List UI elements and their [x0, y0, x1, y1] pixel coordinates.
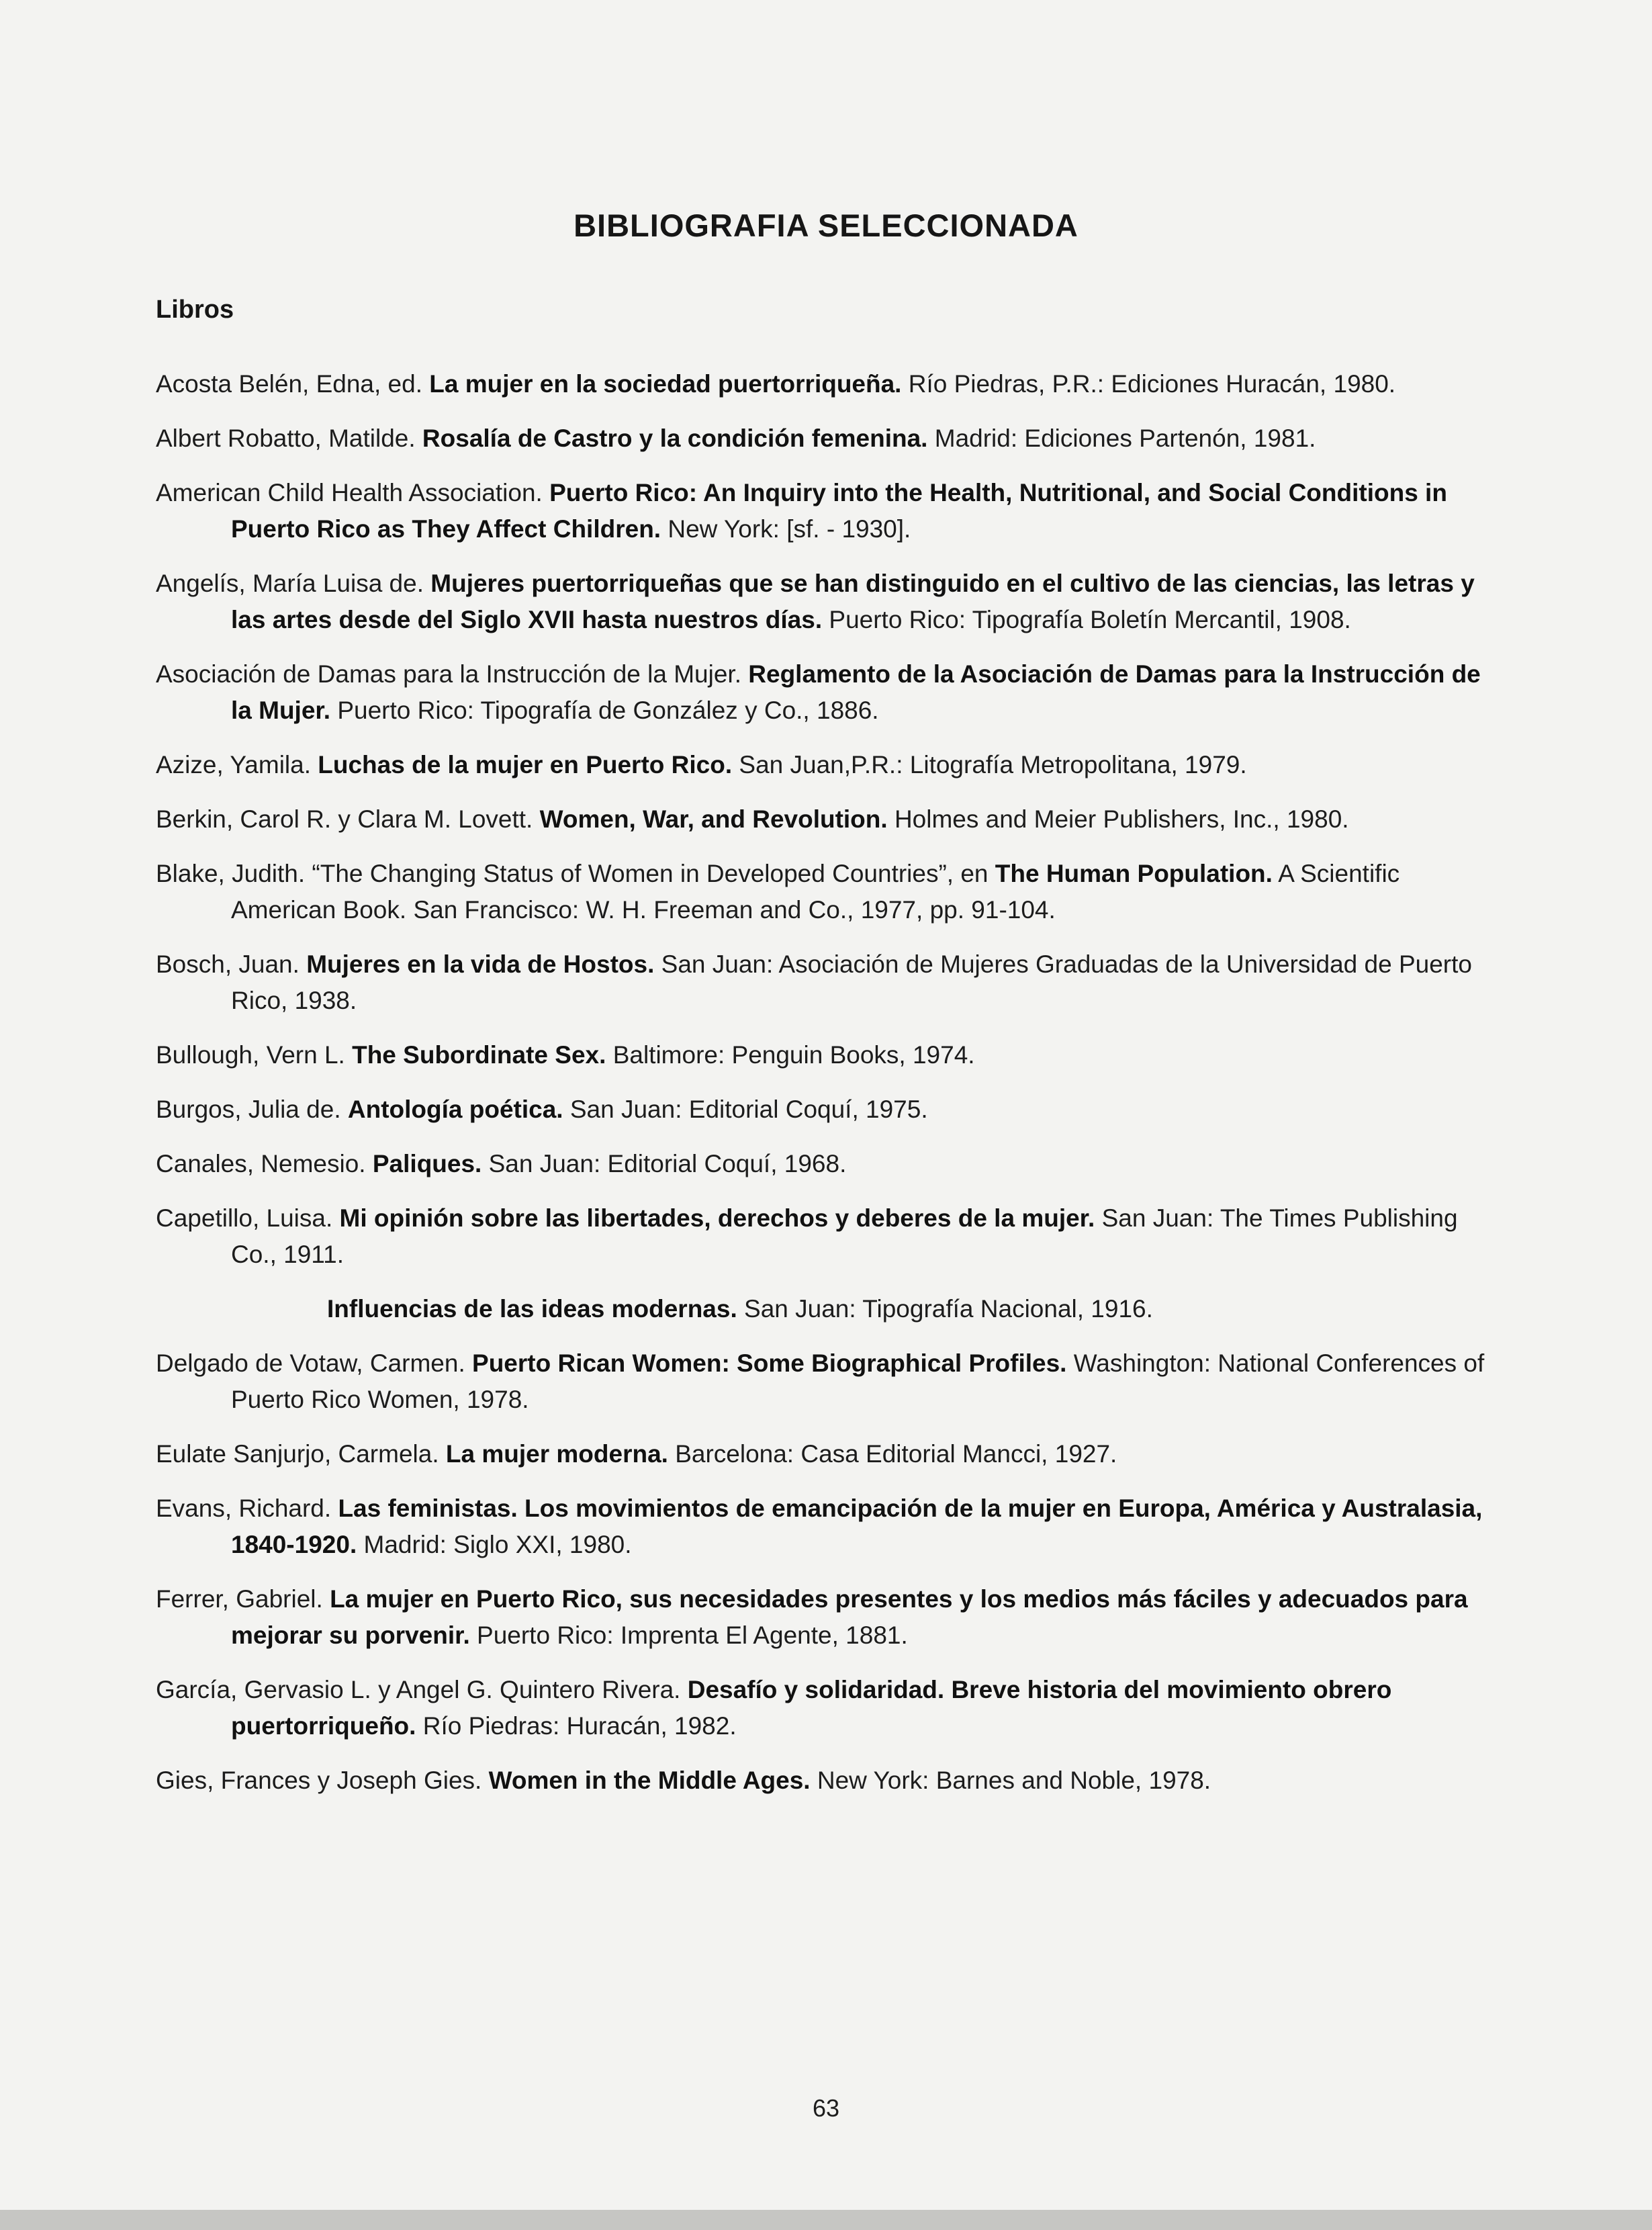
entry-title: Mi opinión sobre las libertades, derechos y deberes de la mujer.: [339, 1204, 1095, 1232]
entry-author: Blake, Judith. “The Changing Status of Women in Developed Countries”, en: [156, 860, 989, 887]
page-edge-shadow: [0, 2210, 1652, 2230]
bibliography-entry-continuation: [156, 1291, 1485, 1327]
bibliography-list: [156, 366, 1485, 1817]
bibliography-entry: [156, 747, 1485, 783]
entry-author: Gies, Frances y Joseph Gies.: [156, 1767, 482, 1794]
entry-title: Rosalía de Castro y la condición femenina.: [422, 425, 928, 452]
entry-publication: Río Piedras, P.R.: Ediciones Huracán, 1980.: [908, 370, 1396, 398]
entry-title: Las feministas. Los movimientos de emancipación de la mujer en Europa, América y Australasia, 1840-1920.: [231, 1495, 1483, 1558]
entry-publication: San Juan: Tipografía Nacional, 1916.: [744, 1295, 1153, 1323]
bibliography-entry: [156, 856, 1485, 928]
entry-author: Bullough, Vern L.: [156, 1041, 345, 1069]
entry-author: Eulate Sanjurjo, Carmela.: [156, 1440, 439, 1468]
entry-publication: New York: [sf. - 1930].: [668, 515, 911, 543]
bibliography-entry: [156, 946, 1485, 1019]
bibliography-entry: [156, 1763, 1485, 1799]
bibliography-entry: [156, 1200, 1485, 1273]
entry-title: La mujer en Puerto Rico, sus necesidades presentes y los medios más fáciles y adecuados para mejorar su porvenir.: [231, 1585, 1468, 1649]
entry-publication: Holmes and Meier Publishers, Inc., 1980.: [894, 805, 1349, 833]
entry-publication: San Juan: The Times Publishing Co., 1911.: [231, 1204, 1458, 1268]
bibliography-entry: [156, 1436, 1485, 1472]
entry-title: Desafío y solidaridad. Breve historia del movimiento obrero puertorriqueño.: [231, 1676, 1392, 1740]
bibliography-entry: [156, 1581, 1485, 1654]
entry-publication: San Juan,P.R.: Litografía Metropolitana, 1979.: [739, 751, 1247, 778]
bibliography-entry: [156, 1672, 1485, 1744]
entry-publication: San Juan: Editorial Coquí, 1968.: [488, 1150, 847, 1177]
page-number: 63: [812, 2094, 840, 2122]
bibliography-entry: [156, 801, 1485, 838]
entry-title: Luchas de la mujer en Puerto Rico.: [318, 751, 733, 778]
entry-publication: Washington: National Conferences of Puerto Rico Women, 1978.: [231, 1349, 1485, 1413]
entry-title: Puerto Rico: An Inquiry into the Health, Nutritional, and Social Conditions in Puerto Rico as They Affect Children.: [231, 479, 1447, 543]
entry-publication: Puerto Rico: Tipografía Boletín Mercantil, 1908.: [829, 606, 1351, 633]
entry-title: La mujer en la sociedad puertorriqueña.: [429, 370, 902, 398]
entry-title: Women in the Middle Ages.: [488, 1767, 811, 1794]
entry-author: García, Gervasio L. y Angel G. Quintero Rivera.: [156, 1676, 681, 1703]
entry-title: Paliques.: [372, 1150, 482, 1177]
bibliography-entry: [156, 420, 1485, 457]
entry-title: Mujeres puertorriqueñas que se han distinguido en el cultivo de las ciencias, las letras y las artes desde del Siglo XVII hasta nuestros días.: [231, 570, 1475, 633]
bibliography-entry: [156, 475, 1485, 547]
entry-title: The Subordinate Sex.: [352, 1041, 606, 1069]
entry-author: Albert Robatto, Matilde.: [156, 425, 416, 452]
entry-publication: Río Piedras: Huracán, 1982.: [422, 1712, 737, 1740]
entry-title: La mujer moderna.: [445, 1440, 668, 1468]
entry-author: American Child Health Association.: [156, 479, 543, 506]
entry-author: Berkin, Carol R. y Clara M. Lovett.: [156, 805, 533, 833]
entry-author: Acosta Belén, Edna, ed.: [156, 370, 422, 398]
entry-publication: A Scientific American Book. San Francisco: W. H. Freeman and Co., 1977, pp. 91-104.: [231, 860, 1400, 924]
bibliography-entry: [156, 1146, 1485, 1182]
entry-author: Angelís, María Luisa de.: [156, 570, 424, 597]
entry-publication: Barcelona: Casa Editorial Mancci, 1927.: [675, 1440, 1117, 1468]
entry-title: Puerto Rican Women: Some Biographical Profiles.: [472, 1349, 1067, 1377]
entry-title: The Human Population.: [995, 860, 1273, 887]
bibliography-entry: [156, 1091, 1485, 1128]
entry-publication: San Juan: Asociación de Mujeres Graduadas de la Universidad de Puerto Rico, 1938.: [231, 950, 1472, 1014]
entry-author: Burgos, Julia de.: [156, 1096, 341, 1123]
entry-author: Canales, Nemesio.: [156, 1150, 366, 1177]
entry-publication: Puerto Rico: Tipografía de González y Co., 1886.: [337, 697, 879, 724]
page-title: BIBLIOGRAFIA SELECCIONADA: [573, 208, 1079, 243]
entry-author: Asociación de Damas para la Instrucción de la Mujer.: [156, 660, 741, 688]
entry-publication: New York: Barnes and Noble, 1978.: [817, 1767, 1211, 1794]
bibliography-entry: [156, 1345, 1485, 1418]
section-heading: Libros: [156, 296, 234, 324]
bibliography-entry: [156, 1037, 1485, 1073]
bibliography-entry: [156, 1490, 1485, 1563]
entry-title: Influencias de las ideas modernas.: [327, 1295, 737, 1323]
entry-publication: Madrid: Ediciones Partenón, 1981.: [934, 425, 1316, 452]
bibliography-entry: [156, 366, 1485, 402]
entry-title: Women, War, and Revolution.: [539, 805, 888, 833]
entry-publication: Madrid: Siglo XXI, 1980.: [363, 1531, 632, 1558]
bibliography-entry: [156, 656, 1485, 729]
entry-author: Ferrer, Gabriel.: [156, 1585, 323, 1613]
entry-title: Mujeres en la vida de Hostos.: [306, 950, 655, 978]
entry-title: Antología poética.: [347, 1096, 563, 1123]
entry-publication: Puerto Rico: Imprenta El Agente, 1881.: [477, 1621, 908, 1649]
entry-author: Azize, Yamila.: [156, 751, 311, 778]
entry-author: Delgado de Votaw, Carmen.: [156, 1349, 465, 1377]
entry-publication: San Juan: Editorial Coquí, 1975.: [569, 1096, 928, 1123]
entry-author: Bosch, Juan.: [156, 950, 300, 978]
entry-author: Capetillo, Luisa.: [156, 1204, 333, 1232]
entry-publication: Baltimore: Penguin Books, 1974.: [612, 1041, 975, 1069]
bibliography-entry: [156, 566, 1485, 638]
entry-title: Reglamento de la Asociación de Damas para la Instrucción de la Mujer.: [231, 660, 1481, 724]
entry-author: Evans, Richard.: [156, 1495, 332, 1522]
